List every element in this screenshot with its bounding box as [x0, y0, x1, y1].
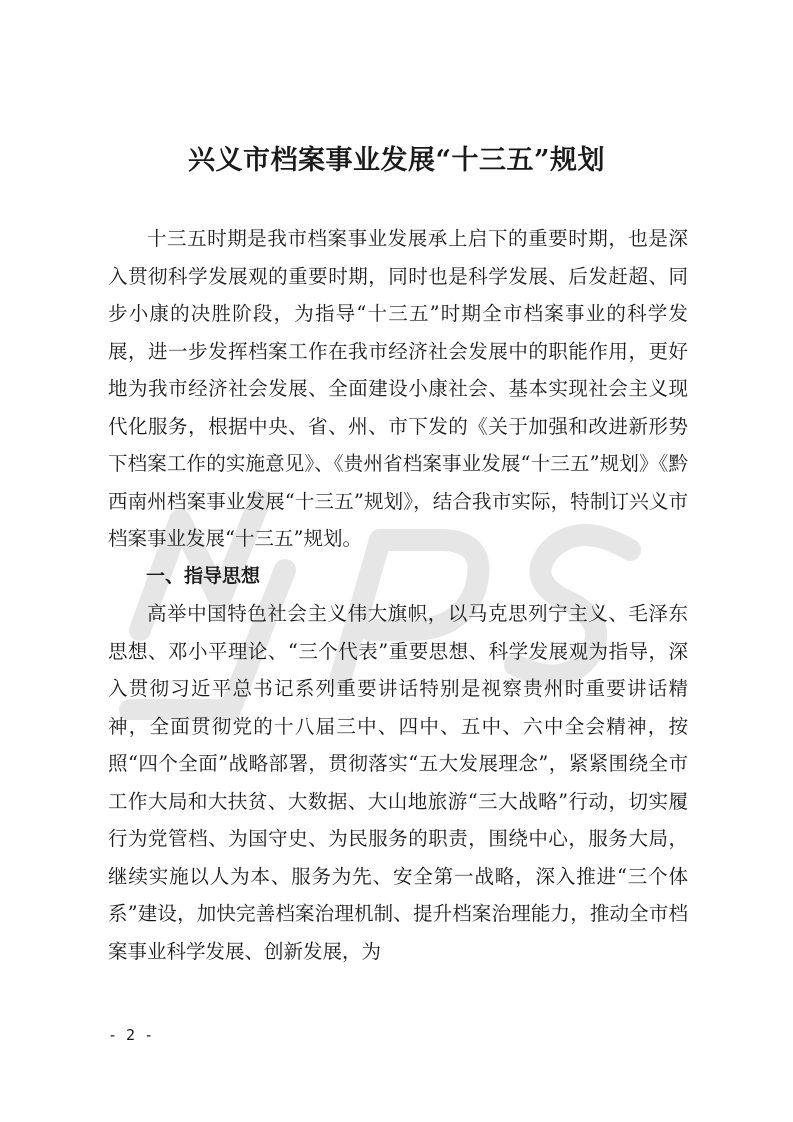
document-title: 兴义市档案事业发展“十三五”规划 [187, 145, 606, 176]
page-number: - 2 - [108, 1026, 154, 1044]
intro-paragraph: 十三五时期是我市档案事业发展承上启下的重要时期，也是深入贯彻科学发展观的重要时期，同时也是科学发展、后发赶超、同步小康的决胜阶段，为指导“十三五”时期全市档案事业的科学发展，进一步发挥档案工作在我市经济社会发展中的职能作用，更好地为我市经济社会发展、全面建设小康社会、基本实现社会主义现代化服务，根据中央、省、州、市下发的《关于加强和改进新形势下档案工作的实施意见》、《贵州省档案事业发展“十三五”规划》《黔西南州档案事业发展“十三五”规划》，结合我市实际，特制订兴义市档案事业发展“十三五”规划。 [108, 227, 688, 550]
document-body [108, 220, 688, 970]
section-heading-guiding-ideology: 一、指导思想 [146, 564, 261, 587]
section-paragraph-guiding-ideology: 高举中国特色社会主义伟大旗帜，以马克思列宁主义、毛泽东思想、邓小平理论、“三个代表”重要思想、科学发展观为指导，深入贯彻习近平总书记系列重要讲话特别是视察贵州时重要讲话精神，全面贯彻党的十八届三中、四中、五中、六中全会精神，按照“四个全面”战略部署，贯彻落实“五大发展理念”，紧紧围绕全市工作大局和大扶贫、大数据、大山地旅游“三大战略”行动，切实履行为党管档、为国守史、为民服务的职责，围绕中心，服务大局，继续实施以人为本、服务为先、安全第一战略，深入推进“三个体系”建设，加快完善档案治理机制、提升档案治理能力，推动全市档案事业科学发展、创新发展，为 [108, 602, 688, 963]
